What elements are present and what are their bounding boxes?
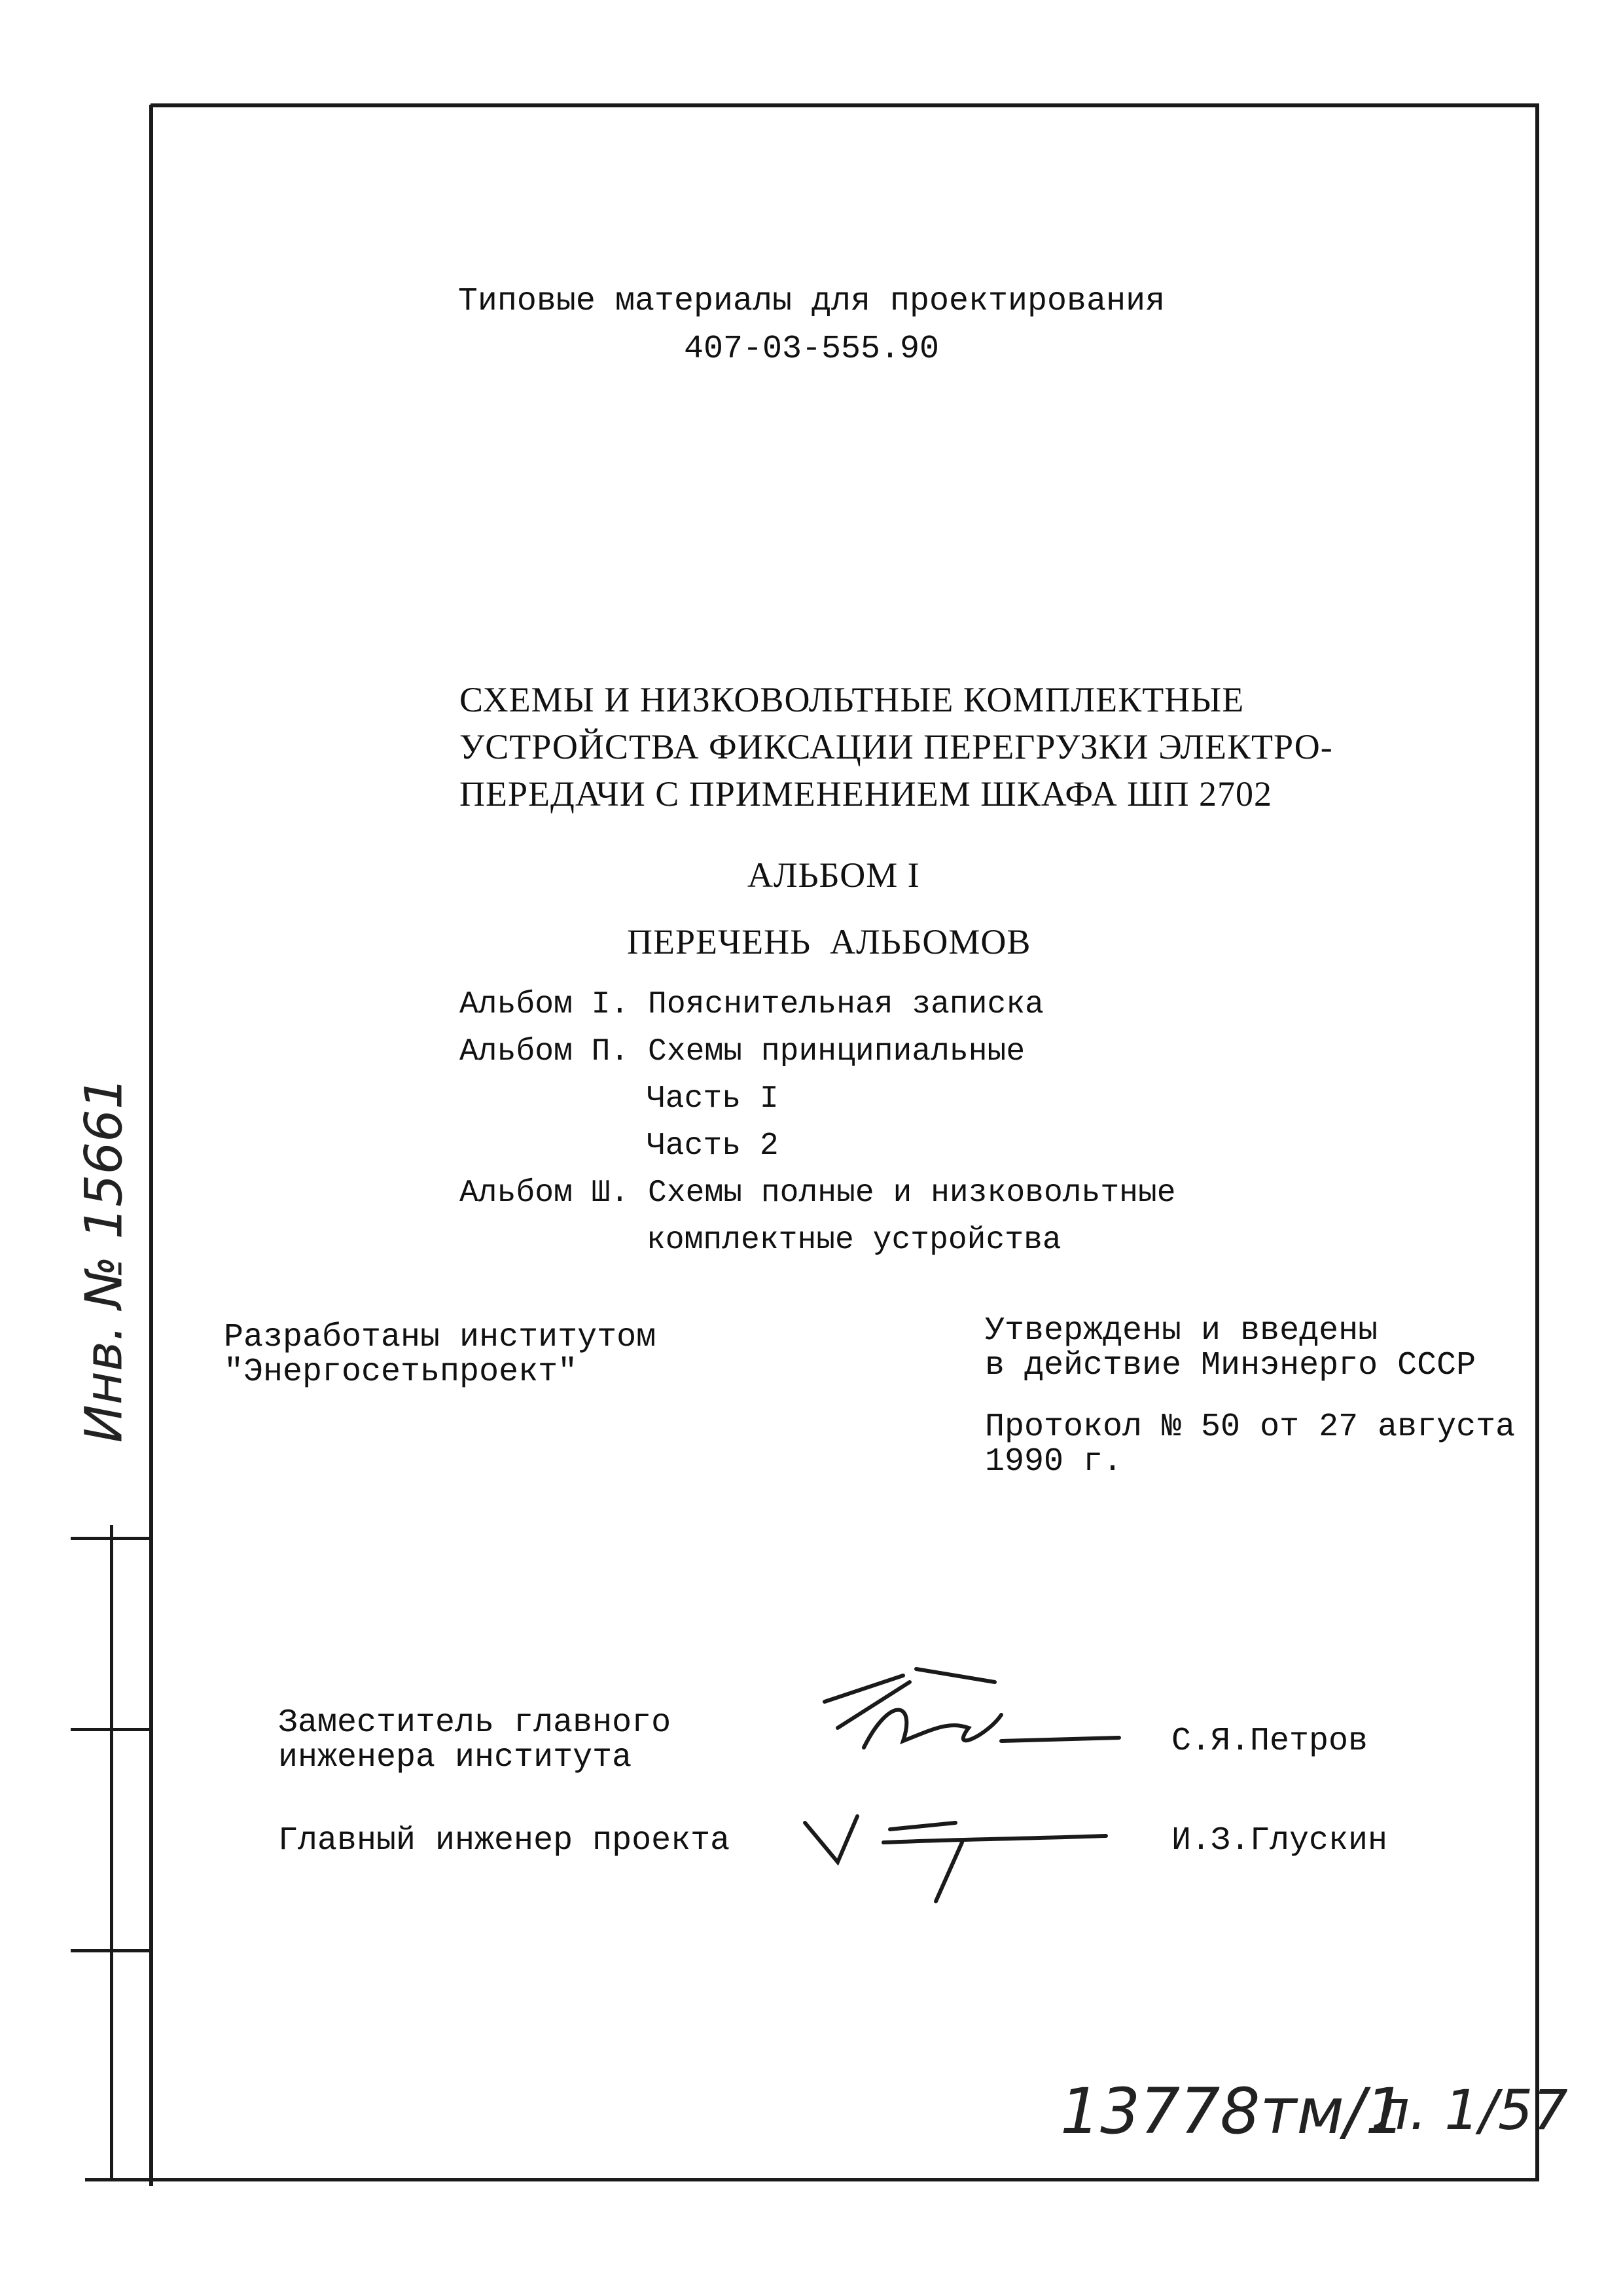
approval-line-1: Утверждены и введены (985, 1312, 1378, 1350)
album-part-item: Часть 2 (647, 1128, 779, 1164)
deputy-chief-title-line-1: Заместитель главного (278, 1704, 671, 1742)
deputy-chief-title-line-2: инженера института (278, 1739, 632, 1776)
sheet-number-handwritten: л. 1/57 (1374, 2078, 1568, 2142)
approval-year: 1990 г. (985, 1443, 1123, 1480)
album-list-item-continuation: комплектные устройства (647, 1223, 1061, 1258)
deputy-chief-name: С.Я.Петров (1171, 1723, 1368, 1760)
frame-top-line (151, 103, 1538, 107)
chief-engineer-title: Главный инженер проекта (278, 1822, 730, 1859)
inventory-number-handwritten: Инв. № 15661 (75, 1077, 134, 1443)
album-label: АЛЬБОМ I (747, 855, 920, 895)
header-series-line: Типовые материалы для проектирования (457, 283, 1166, 320)
frame-left-line (149, 105, 153, 2186)
developer-name: "Энергосетьпроект" (224, 1354, 578, 1391)
header-code: 407-03-555.90 (683, 331, 940, 368)
approval-protocol: Протокол № 50 от 27 августа (985, 1408, 1516, 1446)
stamp-column-line (110, 1525, 113, 2179)
album-list-item: Альбом Ш. Схемы полные и низковольтные (459, 1175, 1176, 1211)
developer-line-1: Разработаны институтом (224, 1319, 656, 1356)
chief-engineer-name: И.З.Глускин (1171, 1822, 1388, 1859)
signature-petrov (818, 1656, 1132, 1780)
document-title-line-1: СХЕМЫ И НИЗКОВОЛЬТНЫЕ КОМПЛЕКТНЫЕ (459, 680, 1245, 719)
signature-gluskin (798, 1803, 1126, 1908)
frame-right-line (1535, 103, 1539, 2178)
albums-heading: ПЕРЕЧЕНЬ АЛЬБОМОВ (627, 922, 1031, 961)
album-list-item: Альбом П. Схемы принципиальные (459, 1034, 1026, 1069)
document-title-line-3: ПЕРЕДАЧИ С ПРИМЕНЕНИЕМ ШКАФА ШП 2702 (459, 774, 1273, 814)
frame-bottom-line (85, 2178, 1539, 2181)
approval-line-2: в действие Минэнерго СССР (985, 1347, 1476, 1384)
document-title-line-2: УСТРОЙСТВА ФИКСАЦИИ ПЕРЕГРУЗКИ ЭЛЕКТРО- (459, 727, 1333, 766)
album-part-item: Часть I (647, 1081, 779, 1117)
album-list-item: Альбом I. Пояснительная записка (459, 987, 1044, 1022)
document-code-handwritten: 13778тм/1 (1060, 2075, 1406, 2148)
